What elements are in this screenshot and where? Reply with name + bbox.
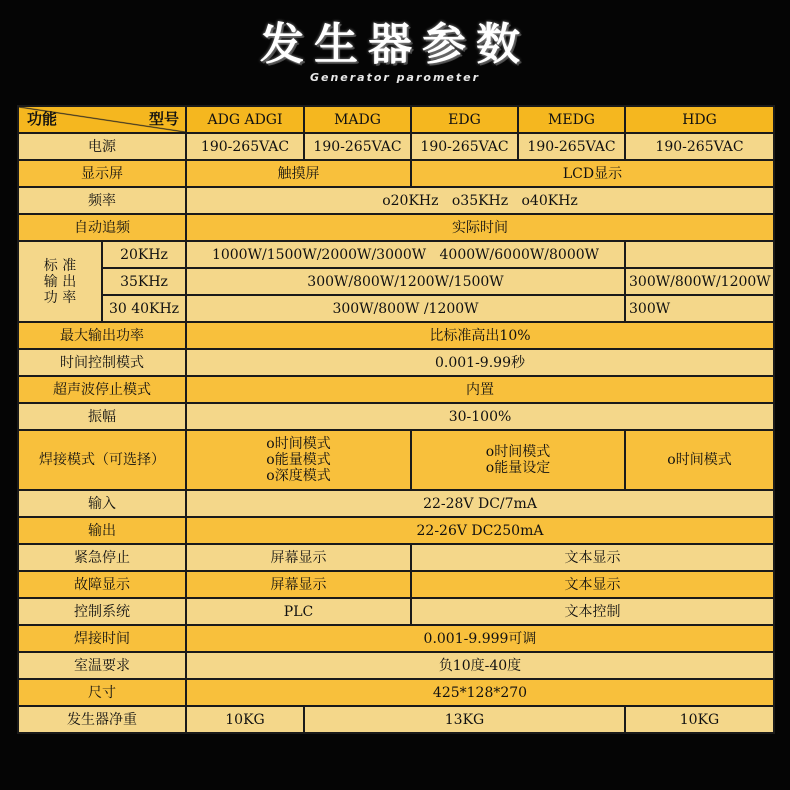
row-label: 紧急停止 bbox=[18, 544, 186, 571]
table-cell: 文本显示 bbox=[411, 571, 774, 598]
row-label: 输出 bbox=[18, 517, 186, 544]
table-row-size bbox=[18, 679, 774, 706]
row-label: 显示屏 bbox=[18, 160, 186, 187]
row-label: 控制系统 bbox=[18, 598, 186, 625]
row-label: 时间控制模式 bbox=[18, 349, 186, 376]
table-row-max-power bbox=[18, 322, 774, 349]
row-label: 输入 bbox=[18, 490, 186, 517]
row-label: 焊接时间 bbox=[18, 625, 186, 652]
table-row-room-temp bbox=[18, 652, 774, 679]
table-row-amplitude bbox=[18, 403, 774, 430]
mode-option: o能量模式 bbox=[266, 452, 331, 468]
label-line: 标 准 bbox=[43, 257, 77, 274]
label-line: 输 出 bbox=[43, 273, 77, 290]
model-header: MEDG bbox=[518, 106, 625, 133]
table-cell: 300W/800W/1200W/1500W bbox=[186, 268, 625, 295]
table-cell: 文本控制 bbox=[411, 598, 774, 625]
table-cell: 190-265VAC bbox=[411, 133, 518, 160]
table-cell: 190-265VAC bbox=[518, 133, 625, 160]
table-cell: 10KG bbox=[186, 706, 304, 733]
header-function-model-cell bbox=[18, 106, 186, 133]
table-row-standard-power-30-40k bbox=[18, 295, 774, 322]
table-cell: o20KHz o35KHz o40KHz bbox=[186, 187, 774, 214]
table-cell: 190-265VAC bbox=[625, 133, 774, 160]
table-row-output bbox=[18, 517, 774, 544]
table-row-control-system bbox=[18, 598, 774, 625]
row-label: 故障显示 bbox=[18, 571, 186, 598]
table-cell bbox=[625, 430, 774, 490]
header-function-label: 功能 bbox=[27, 110, 58, 128]
row-label: 室温要求 bbox=[18, 652, 186, 679]
row-label: 最大输出功率 bbox=[18, 322, 186, 349]
model-header: EDG bbox=[411, 106, 518, 133]
table-cell: LCD显示 bbox=[411, 160, 774, 187]
row-label: 焊接模式（可选择） bbox=[18, 430, 186, 490]
mode-option: o时间模式 bbox=[667, 452, 732, 468]
table-row-welding-mode bbox=[18, 430, 774, 490]
header-model-label: 型号 bbox=[148, 110, 179, 128]
table-cell: 实际时间 bbox=[186, 214, 774, 241]
model-header: MADG bbox=[304, 106, 411, 133]
table-header-row bbox=[18, 106, 774, 133]
table-cell bbox=[411, 430, 625, 490]
standard-power-label bbox=[18, 241, 102, 322]
table-row-ultrasonic-stop bbox=[18, 376, 774, 403]
table-cell: 300W/800W/1200W bbox=[625, 268, 774, 295]
table-row-auto-tracking bbox=[18, 214, 774, 241]
table-row-input bbox=[18, 490, 774, 517]
table-row-time-control bbox=[18, 349, 774, 376]
table-cell: 30-100% bbox=[186, 403, 774, 430]
freq-label: 35KHz bbox=[102, 268, 186, 295]
table-cell: 300W bbox=[625, 295, 774, 322]
table-row-frequency bbox=[18, 187, 774, 214]
table-cell: 负10度-40度 bbox=[186, 652, 774, 679]
table-row-welding-time bbox=[18, 625, 774, 652]
row-label: 尺寸 bbox=[18, 679, 186, 706]
table-row-net-weight bbox=[18, 706, 774, 733]
table-cell: 内置 bbox=[186, 376, 774, 403]
table-row-emergency-stop bbox=[18, 544, 774, 571]
table-cell: 190-265VAC bbox=[186, 133, 304, 160]
parameter-table bbox=[17, 105, 775, 734]
table-cell: 0.001-9.99秒 bbox=[186, 349, 774, 376]
mode-option: o时间模式 bbox=[485, 444, 551, 460]
table-row-standard-power-20k bbox=[18, 241, 774, 268]
table-cell: 触摸屏 bbox=[186, 160, 411, 187]
table-cell: 屏幕显示 bbox=[186, 544, 411, 571]
table-cell: 文本显示 bbox=[411, 544, 774, 571]
table-cell: 0.001-9.999可调 bbox=[186, 625, 774, 652]
page-title: 发生器参数 bbox=[260, 19, 530, 70]
table-row-power-supply bbox=[18, 133, 774, 160]
table-row-fault-display bbox=[18, 571, 774, 598]
mode-option: o时间模式 bbox=[266, 436, 331, 452]
row-label: 超声波停止模式 bbox=[18, 376, 186, 403]
table-cell: 425*128*270 bbox=[186, 679, 774, 706]
table-cell: 比标准高出10% bbox=[186, 322, 774, 349]
label-line: 功 率 bbox=[43, 289, 77, 306]
row-label: 电源 bbox=[18, 133, 186, 160]
table-cell: 屏幕显示 bbox=[186, 571, 411, 598]
table-cell: 13KG bbox=[304, 706, 625, 733]
page-subtitle: Generator parometer bbox=[309, 71, 481, 84]
model-header: ADG ADGI bbox=[186, 106, 304, 133]
row-label: 自动追频 bbox=[18, 214, 186, 241]
freq-label: 20KHz bbox=[102, 241, 186, 268]
table-cell: 10KG bbox=[625, 706, 774, 733]
table-cell: 190-265VAC bbox=[304, 133, 411, 160]
mode-option: o能量设定 bbox=[485, 460, 551, 476]
row-label: 频率 bbox=[18, 187, 186, 214]
table-cell: PLC bbox=[186, 598, 411, 625]
freq-label: 30 40KHz bbox=[102, 295, 186, 322]
model-header: HDG bbox=[625, 106, 774, 133]
table-cell: 1000W/1500W/2000W/3000W 4000W/6000W/8000W bbox=[186, 241, 625, 268]
table-cell bbox=[625, 241, 774, 268]
table-row-standard-power-35k bbox=[18, 268, 774, 295]
mode-option: o深度模式 bbox=[266, 468, 331, 484]
row-label: 振幅 bbox=[18, 403, 186, 430]
table-cell: 300W/800W /1200W bbox=[186, 295, 625, 322]
table-cell: 22-28V DC/7mA bbox=[186, 490, 774, 517]
table-cell bbox=[186, 430, 411, 490]
row-label: 发生器净重 bbox=[18, 706, 186, 733]
table-cell: 22-26V DC250mA bbox=[186, 517, 774, 544]
table-row-display bbox=[18, 160, 774, 187]
